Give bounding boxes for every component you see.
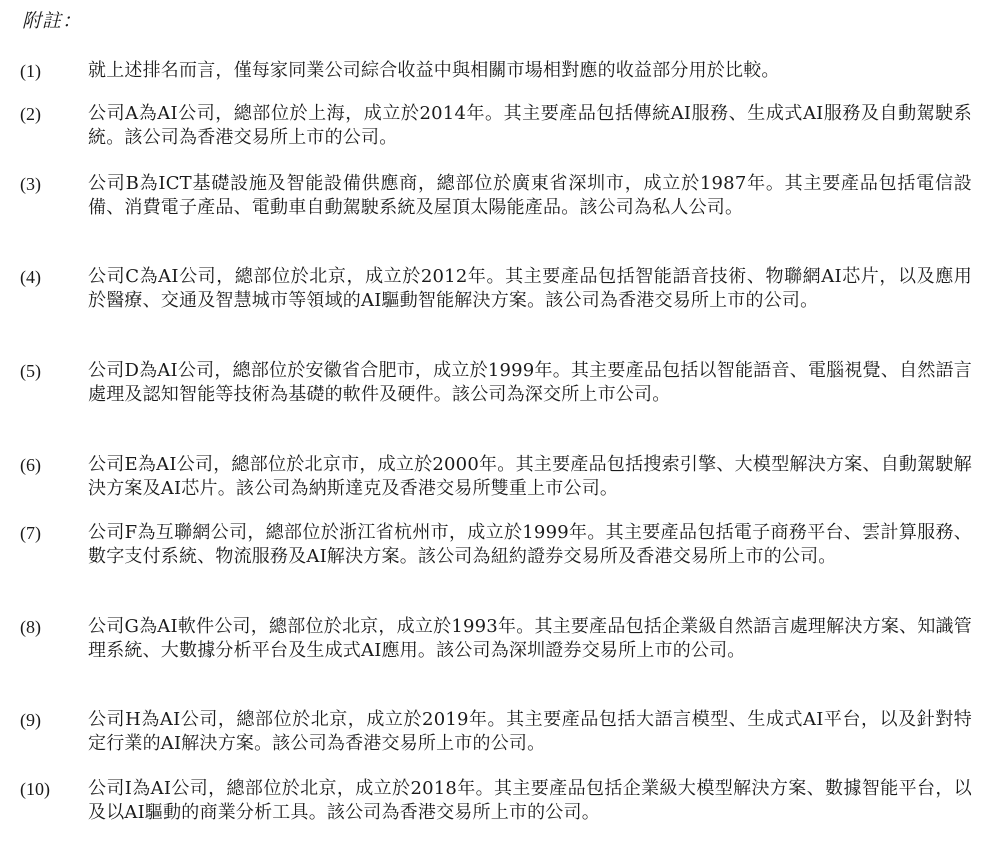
note-number: (7) bbox=[20, 523, 41, 543]
note-number: (1) bbox=[20, 61, 41, 81]
notes-heading: 附註： bbox=[22, 10, 83, 32]
note-text: 就上述排名而言，僅每家同業公司綜合收益中與相關市場相對應的收益部分用於比較。 bbox=[88, 60, 780, 81]
note-text: 公司I為AI公司，總部位於北京，成立於2018年。其主要產品包括企業級大模型解決方案、數據智能平台，以及以AI驅動的商業分析工具。該公司為香港交易所上市的公司。 bbox=[88, 778, 972, 823]
note-number: (2) bbox=[20, 104, 41, 124]
note-text: 公司G為AI軟件公司，總部位於北京，成立於1993年。其主要產品包括企業級自然語言處理解決方案、知識管理系統、大數據分析平台及生成式AI應用。該公司為深圳證券交易所上市的公司。 bbox=[88, 616, 972, 661]
note-text: 公司D為AI公司，總部位於安徽省合肥市，成立於1999年。其主要產品包括以智能語音、電腦視覺、自然語言處理及認知智能等技術為基礎的軟件及硬件。該公司為深交所上市公司。 bbox=[88, 360, 972, 405]
note-text: 公司E為AI公司，總部位於北京市，成立於2000年。其主要產品包括搜索引擎、大模型解決方案、自動駕駛解決方案及AI芯片。該公司為納斯達克及香港交易所雙重上市公司。 bbox=[88, 454, 972, 499]
note-text: 公司A為AI公司，總部位於上海，成立於2014年。其主要產品包括傳統AI服務、生成式AI服務及自動駕駛系統。該公司為香港交易所上市的公司。 bbox=[88, 103, 972, 148]
note-number: (5) bbox=[20, 361, 41, 381]
note-number: (6) bbox=[20, 455, 41, 475]
note-text: 公司H為AI公司，總部位於北京，成立於2019年。其主要產品包括大語言模型、生成式AI平台，以及針對特定行業的AI解決方案。該公司為香港交易所上市的公司。 bbox=[88, 709, 972, 754]
note-number: (10) bbox=[20, 779, 50, 799]
note-number: (4) bbox=[20, 267, 41, 287]
note-number: (8) bbox=[20, 617, 41, 637]
note-text: 公司B為ICT基礎設施及智能設備供應商，總部位於廣東省深圳市，成立於1987年。其主要產品包括電信設備、消費電子產品、電動車自動駕駛系統及屋頂太陽能產品。該公司為私人公司。 bbox=[88, 173, 972, 218]
note-number: (9) bbox=[20, 710, 41, 730]
note-text: 公司C為AI公司，總部位於北京，成立於2012年。其主要產品包括智能語音技術、物聯網AI芯片，以及應用於醫療、交通及智慧城市等領域的AI驅動智能解決方案。該公司為香港交易所上市的公司。 bbox=[88, 266, 972, 311]
note-number: (3) bbox=[20, 174, 41, 194]
note-text: 公司F為互聯網公司，總部位於浙江省杭州市，成立於1999年。其主要產品包括電子商務平台、雲計算服務、數字支付系統、物流服務及AI解決方案。該公司為紐約證券交易所及香港交易所上市的公司。 bbox=[88, 522, 972, 567]
